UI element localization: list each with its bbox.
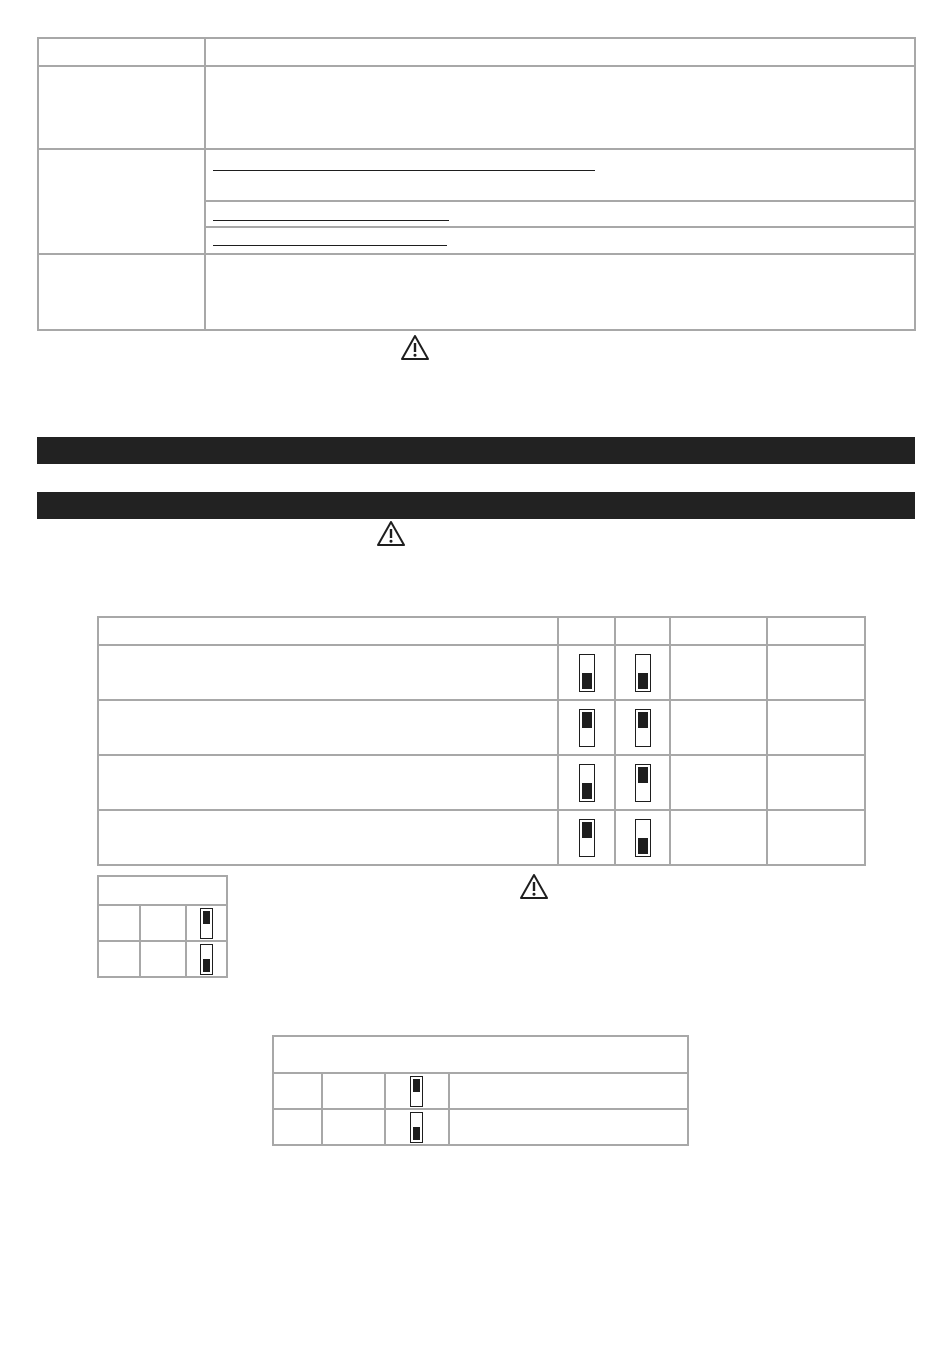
table-row: [98, 755, 865, 810]
warning-triangle-icon: [519, 873, 549, 900]
spec-row-1-label: [38, 38, 205, 66]
switch-legend-table: [97, 875, 228, 978]
table-header-row: [98, 617, 865, 645]
spec-row-1-value: [205, 38, 915, 66]
switch-setting-table: [272, 1035, 689, 1146]
dip-switch-icon: [579, 764, 595, 802]
setting-header: [273, 1036, 688, 1073]
dip-switch-icon: [579, 654, 595, 692]
spec-row-3-label: [38, 149, 205, 254]
spec-table: [37, 37, 916, 331]
dip-switch-icon: [635, 654, 651, 692]
table-row: [98, 645, 865, 700]
dip-switch-icon: [200, 944, 213, 975]
setting-description: [449, 1073, 688, 1109]
spec-row-3-value-c: [205, 227, 915, 254]
spec-row-4-label: [38, 254, 205, 330]
dip-switch-icon: [410, 1076, 423, 1107]
legend-header: [98, 876, 227, 905]
setting-description: [449, 1109, 688, 1145]
row-description: [98, 810, 558, 865]
section-header-bar: [37, 492, 915, 519]
header-cell: [98, 617, 558, 645]
dip-switch-icon: [579, 709, 595, 747]
header-cell: [670, 617, 767, 645]
table-row: [273, 1073, 688, 1109]
underline-rule: [213, 220, 449, 221]
spec-row-4-value: [205, 254, 915, 330]
header-cell: [558, 617, 615, 645]
table-row: [98, 905, 227, 941]
underline-rule: [213, 245, 447, 246]
dip-switch-icon: [635, 764, 651, 802]
spec-row-3-value-a: [205, 149, 915, 201]
dip-switch-icon: [635, 819, 651, 857]
warning-triangle-icon: [376, 520, 406, 547]
row-description: [98, 700, 558, 755]
spec-row-2-label: [38, 66, 205, 149]
dip-switch-icon: [635, 709, 651, 747]
row-description: [98, 755, 558, 810]
dip-switch-icon: [200, 908, 213, 939]
header-cell: [767, 617, 865, 645]
table-row: [98, 700, 865, 755]
spec-row-3-value-b: [205, 201, 915, 227]
dip-switch-icon: [410, 1112, 423, 1143]
header-cell: [615, 617, 670, 645]
dip-switch-icon: [579, 819, 595, 857]
dip-switch-table: [97, 616, 866, 866]
section-header-bar: [37, 437, 915, 464]
spec-row-2-value: [205, 66, 915, 149]
table-row: [273, 1109, 688, 1145]
row-description: [98, 645, 558, 700]
table-row: [98, 941, 227, 977]
table-row: [98, 810, 865, 865]
underline-rule: [213, 170, 595, 171]
warning-triangle-icon: [400, 334, 430, 361]
